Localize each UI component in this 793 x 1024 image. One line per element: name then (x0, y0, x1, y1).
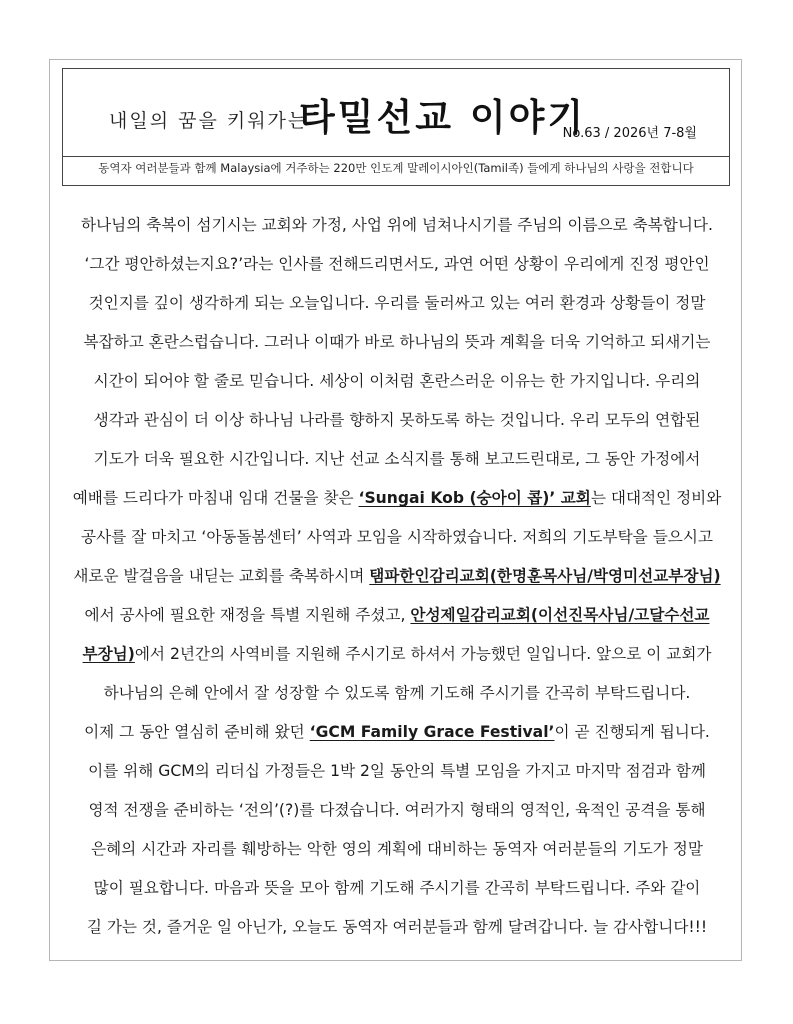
header-slogan: 내일의 꿈을 키워가는 (109, 110, 309, 132)
body-line (60, 674, 734, 713)
newsletter-header (62, 68, 730, 186)
highlighted-name: 안성제일감리교회(이선진목사님/고달수선교 (410, 606, 710, 624)
body-line (60, 284, 734, 323)
body-line (60, 362, 734, 401)
highlighted-name: 탬파한인감리교회(한명훈목사님/박영미선교부장님) (369, 567, 721, 585)
body-line (60, 557, 734, 596)
body-line (60, 908, 734, 947)
body-line (60, 752, 734, 791)
body-line (60, 479, 734, 518)
body-line (60, 518, 734, 557)
newsletter-title: 타밀선교 이야기 (299, 96, 587, 139)
header-tagline: 동역자 여러분들과 함께 Malaysia에 거주하는 220만 인도계 말레이시아인(Tamil족) 들에게 하나님의 사랑을 전합니다 (98, 161, 694, 175)
body-text: 는 대대적인 정비와 (590, 489, 722, 507)
body-text: 에서 공사에 필요한 재정을 특별 지원해 주셨고, (84, 606, 411, 624)
body-text: 하나님의 축복이 섬기시는 교회와 가정, 사업 위에 넘쳐나시기를 주님의 이름으로 축복합니다. (81, 216, 713, 234)
highlighted-name: 부장님) (82, 645, 135, 663)
body-text: 에서 2년간의 사역비를 지원해 주시기로 하셔서 가능했던 일입니다. 앞으로 이 교회가 (134, 645, 712, 663)
body-text: 은혜의 시간과 자리를 훼방하는 악한 영의 계획에 대비하는 동역자 여러분들의 기도가 정말 (91, 840, 703, 858)
body-text: 새로운 발걸음을 내딛는 교회를 축복하시며 (73, 567, 370, 585)
body-text: 예배를 드리다가 마침내 임대 건물을 찾은 (72, 489, 359, 507)
body-line (60, 830, 734, 869)
body-text: 많이 필요합니다. 마음과 뜻을 모아 함께 기도해 주시기를 간곡히 부탁드립니다. 주와 같이 (93, 879, 701, 897)
issue-number: No.63 / 2026년 7-8월 (562, 126, 697, 141)
body-line (60, 635, 734, 674)
letter-body (60, 206, 734, 947)
body-text: 이제 그 동안 열심히 준비해 왔던 (84, 723, 310, 741)
body-text: 공사를 잘 마치고 ‘아동돌봄센터’ 사역과 모임을 시작하였습니다. 저희의 기도부탁을 들으시고 (81, 528, 713, 546)
body-text: 복잡하고 혼란스럽습니다. 그러나 이때가 바로 하나님의 뜻과 계획을 더욱 기억하고 되새기는 (83, 333, 711, 351)
body-line (60, 245, 734, 284)
highlighted-name: ‘Sungai Kob (숭아이 콥)’ 교회 (358, 489, 591, 507)
body-text: 이 곧 진행되게 됩니다. (554, 723, 710, 741)
body-line (60, 401, 734, 440)
body-text: 생각과 관심이 더 이상 하나님 나라를 향하지 못하도록 하는 것입니다. 우리 모두의 연합된 (93, 411, 701, 429)
body-text: 길 가는 것, 즐거운 일 아닌가, 오늘도 동역자 여러분들과 함께 달려갑니다. 늘 감사합니다!!! (86, 918, 708, 936)
body-text: 하나님의 은혜 안에서 잘 성장할 수 있도록 함께 기도해 주시기를 간곡히 부탁드립니다. (103, 684, 691, 702)
body-text: 영적 전쟁을 준비하는 ‘전의’(?)를 다졌습니다. 여러가지 형태의 영적인, 육적인 공격을 통해 (88, 801, 706, 819)
body-line (60, 713, 734, 752)
highlighted-name: ‘GCM Family Grace Festival’ (309, 723, 555, 741)
body-line (60, 869, 734, 908)
body-text: ‘그간 평안하셨는지요?’라는 인사를 전해드리면서도, 과연 어떤 상황이 우리에게 진정 평안인 (84, 255, 710, 273)
body-text: 시간이 되어야 할 줄로 믿습니다. 세상이 이처럼 혼란스러운 이유는 한 가지입니다. 우리의 (93, 372, 701, 390)
body-line (60, 206, 734, 245)
body-text: 것인지를 깊이 생각하게 되는 오늘입니다. 우리를 둘러싸고 있는 여러 환경과 상황들이 정말 (88, 294, 706, 312)
body-text: 기도가 더욱 필요한 시간입니다. 지난 선교 소식지를 통해 보고드린대로, 그 동안 가정에서 (93, 450, 701, 468)
body-line (60, 440, 734, 479)
body-line (60, 323, 734, 362)
body-text: 이를 위해 GCM의 리더십 가정들은 1박 2일 동안의 특별 모임을 가지고 마지막 점검과 함께 (88, 762, 706, 780)
body-line (60, 596, 734, 635)
header-top-panel (63, 69, 729, 157)
body-line (60, 791, 734, 830)
